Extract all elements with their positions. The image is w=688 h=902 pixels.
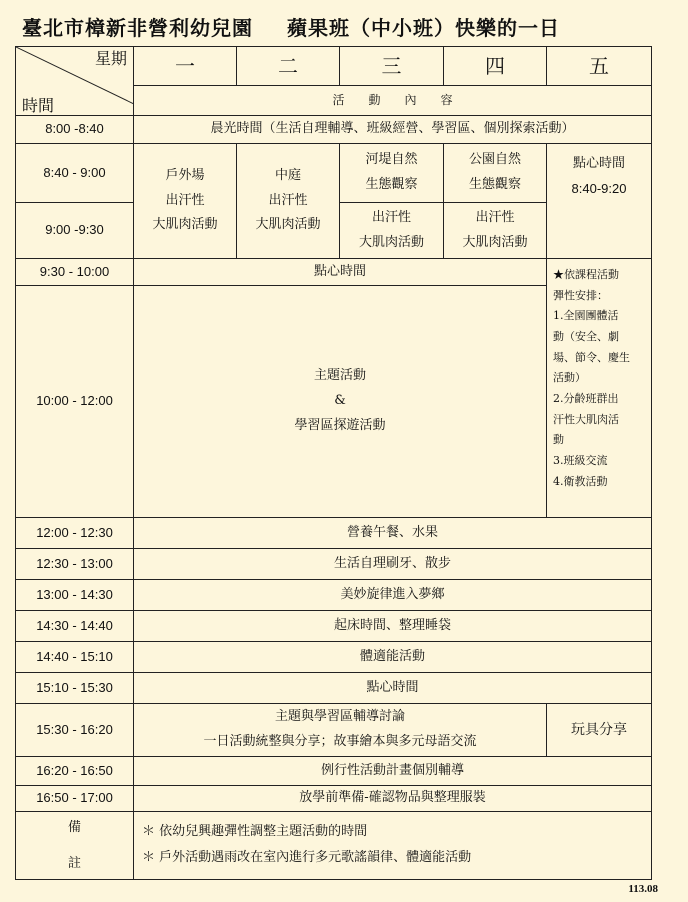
schedule-row	[16, 642, 652, 673]
activity-line: 大肌肉活動	[462, 234, 528, 250]
time-cell: 14:30 - 14:40	[16, 611, 134, 642]
time-cell: 15:30 - 16:20	[16, 704, 134, 757]
note-line: 汗性大肌肉活	[553, 412, 619, 426]
activity-line: 主題與學習區輔導討論	[274, 709, 405, 725]
time-cell: 14:40 - 15:10	[16, 642, 134, 673]
note-line: 場、節令、慶生	[553, 350, 630, 364]
activity-line: 大肌肉活動	[358, 234, 424, 250]
activity-line: 生態觀察	[365, 177, 418, 192]
activity-line: 大肌肉活動	[152, 217, 218, 233]
note-line: ★依課程活動	[553, 268, 619, 281]
page-title	[22, 12, 682, 41]
mon-morning-activity	[134, 144, 237, 259]
day-fri: 五	[547, 47, 652, 86]
remark-item: ＊ 依幼兒興趣彈性調整主題活動的時間	[142, 824, 368, 840]
activity-line: 學習區探遊活動	[294, 417, 386, 433]
time-cell: 16:20 - 16:50	[16, 757, 134, 786]
schedule-row	[16, 786, 652, 812]
activity-line: 一日活動統整與分享；故事繪本與多元母語交流	[203, 734, 477, 749]
time-cell: 10:00 - 12:00	[16, 286, 134, 518]
note-line: 2.分齡班群出	[553, 392, 619, 406]
fri-snack-time	[547, 144, 652, 259]
header-row	[16, 47, 652, 86]
schedule-row	[16, 673, 652, 704]
activity-cell: 例行性活動計畫個別輔導	[134, 757, 652, 786]
activity-line: 生態觀察	[468, 177, 521, 192]
schedule-row	[16, 549, 652, 580]
time-cell: 9:30 - 10:00	[16, 259, 134, 286]
day-mon: 一	[134, 47, 237, 86]
discussion-cell	[134, 704, 547, 757]
schedule-table	[15, 46, 652, 880]
activity-cell: 起床時間、整理睡袋	[134, 611, 652, 642]
activity-line: 戶外場	[165, 167, 205, 183]
note-line: 動（安全、劇	[553, 330, 619, 344]
activity-cell: 營養午餐、水果	[134, 518, 652, 549]
schedule-row	[16, 704, 652, 757]
note-line: 1.全園團體活	[553, 309, 619, 323]
schedule-row	[16, 611, 652, 642]
time-cell: 8:40 - 9:00	[16, 144, 134, 203]
activity-cell: 點心時間	[134, 259, 547, 286]
note-line: 3.班級交流	[553, 454, 608, 468]
day-wed: 三	[340, 47, 444, 86]
friday-note	[547, 259, 652, 518]
note-line: 活動）	[553, 371, 586, 385]
note-line: 4.衛教活動	[553, 474, 608, 488]
time-cell: 12:30 - 13:00	[16, 549, 134, 580]
activity-line: 出汗性	[165, 192, 205, 208]
activity-line: 8:40-9:20	[571, 180, 627, 196]
note-line: 動	[553, 433, 564, 447]
schedule-row	[16, 518, 652, 549]
time-cell: 12:00 - 12:30	[16, 518, 134, 549]
schedule-row	[16, 144, 652, 203]
time-label: 時間	[22, 95, 55, 115]
activity-line: 出汗性	[475, 209, 515, 225]
note-line: 彈性安排：	[553, 288, 608, 302]
theme-activity-cell	[134, 286, 547, 518]
footer-code: 113.08	[628, 883, 658, 895]
remarks-label-bottom: 註	[67, 856, 81, 871]
activity-cell: 點心時間	[134, 673, 652, 704]
time-cell: 13:00 - 14:30	[16, 580, 134, 611]
tue-morning-activity	[237, 144, 340, 259]
activity-cell: 體適能活動	[134, 642, 652, 673]
time-cell: 16:50 - 17:00	[16, 786, 134, 812]
activity-line: 大肌肉活動	[255, 217, 321, 233]
day-tue: 二	[237, 47, 340, 86]
activity-line: 河堤自然	[365, 152, 418, 168]
day-thu: 四	[444, 47, 547, 86]
school-name: 臺北市樟新非營利幼兒園	[22, 16, 253, 40]
time-cell: 9:00 -9:30	[16, 203, 134, 259]
schedule-row	[16, 259, 652, 286]
class-day-title: 蘋果班（中小班）快樂的一日	[287, 16, 560, 40]
activity-cell: 放學前準備-確認物品與整理服裝	[134, 786, 652, 812]
schedule-row	[16, 116, 652, 144]
activity-line: &	[334, 393, 346, 409]
activity-cell: 生活自理刷牙、散步	[134, 549, 652, 580]
time-cell: 8:00 -8:40	[16, 116, 134, 144]
activity-content-header: 活 動 內 容	[134, 86, 652, 116]
week-label: 星期	[94, 49, 127, 68]
activity-line: 中庭	[274, 167, 301, 183]
remarks-label	[16, 811, 134, 879]
remark-item: ＊ 戶外活動遇雨改在室內進行多元歌謠韻律、體適能活動	[142, 850, 472, 866]
wed-sweat-activity	[340, 203, 444, 259]
remarks-row	[16, 811, 652, 879]
header-corner	[16, 47, 134, 116]
thu-observation	[444, 144, 547, 203]
wed-observation	[340, 144, 444, 203]
toy-sharing-cell: 玩具分享	[547, 704, 652, 757]
activity-cell: 美妙旋律進入夢鄉	[134, 580, 652, 611]
remarks-content	[134, 811, 652, 879]
activity-line: 公園自然	[468, 152, 521, 168]
schedule-row	[16, 580, 652, 611]
thu-sweat-activity	[444, 203, 547, 259]
schedule-row	[16, 757, 652, 786]
activity-cell: 晨光時間（生活自理輔導、班級經營、學習區、個別探索活動）	[134, 116, 652, 144]
activity-line: 出汗性	[268, 192, 308, 208]
remarks-label-top: 備	[67, 819, 81, 835]
activity-line: 主題活動	[313, 368, 366, 384]
activity-line: 出汗性	[371, 209, 411, 225]
time-cell: 15:10 - 15:30	[16, 673, 134, 704]
activity-line: 點心時間	[572, 156, 625, 171]
